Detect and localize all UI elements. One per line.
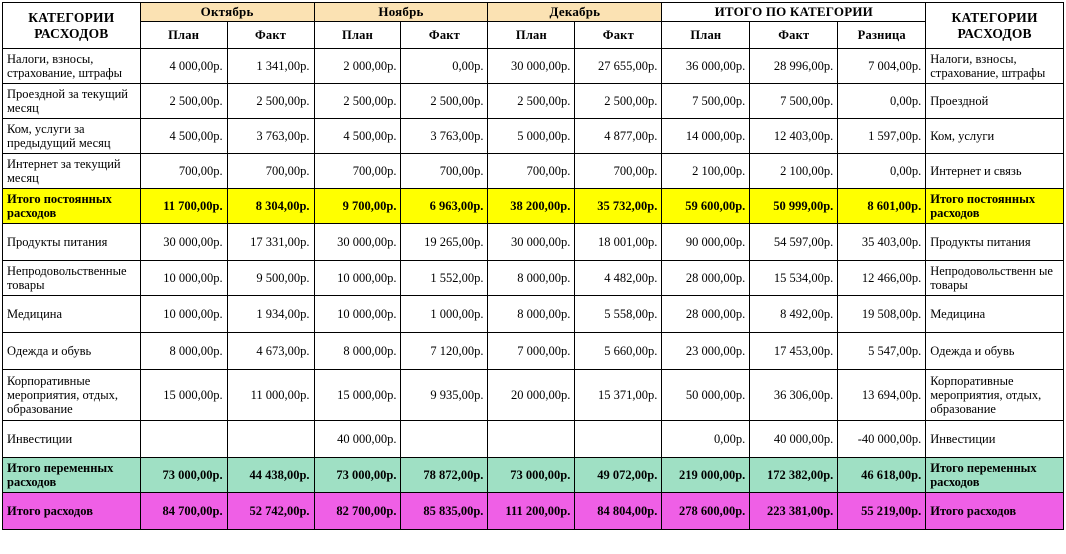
cell-value[interactable]: 5 660,00р. (575, 333, 662, 370)
cell-value[interactable]: 10 000,00р. (140, 261, 227, 296)
cell-value[interactable]: 38 200,00р. (488, 189, 575, 224)
cell-value[interactable]: 12 466,00р. (838, 261, 926, 296)
header-row-subcolumns (3, 22, 1064, 49)
cell-value[interactable]: 10 000,00р. (314, 296, 401, 333)
cell-value[interactable]: 90 000,00р. (662, 224, 750, 261)
table-row (3, 333, 1064, 370)
cell-value[interactable]: 73 000,00р. (140, 458, 227, 493)
header-oct-plan: План (140, 22, 227, 49)
cell-value[interactable]: 9 700,00р. (314, 189, 401, 224)
cell-value[interactable]: 20 000,00р. (488, 370, 575, 421)
cell-value[interactable]: 82 700,00р. (314, 493, 401, 530)
cell-value[interactable]: 8 601,00р. (838, 189, 926, 224)
table-row (3, 224, 1064, 261)
cell-value[interactable]: 0,00р. (838, 154, 926, 189)
table-header (3, 3, 1064, 49)
cell-value[interactable]: 2 500,00р. (227, 84, 314, 119)
cell-value[interactable]: 219 000,00р. (662, 458, 750, 493)
cell-value[interactable]: 2 500,00р. (575, 84, 662, 119)
table-row (3, 189, 1064, 224)
table-row (3, 154, 1064, 189)
cell-value[interactable]: 40 000,00р. (750, 421, 838, 458)
cell-value[interactable]: 1 341,00р. (227, 49, 314, 84)
cell-category-right[interactable]: Непродовольственн ые товары (926, 261, 1064, 296)
header-total-plan: План (662, 22, 750, 49)
cell-category-left[interactable]: Продукты питания (3, 224, 141, 261)
cell-value[interactable]: 3 763,00р. (227, 119, 314, 154)
cell-value[interactable]: 13 694,00р. (838, 370, 926, 421)
cell-value[interactable]: 78 872,00р. (401, 458, 488, 493)
cell-category-left[interactable]: Итого переменных расходов (3, 458, 141, 493)
cell-value[interactable]: 36 306,00р. (750, 370, 838, 421)
cell-value[interactable]: 700,00р. (140, 154, 227, 189)
header-total-diff: Разница (838, 22, 926, 49)
table-row (3, 493, 1064, 530)
cell-category-left[interactable]: Одежда и обувь (3, 333, 141, 370)
cell-value[interactable]: 28 000,00р. (662, 261, 750, 296)
cell-category-right[interactable]: Итого расходов (926, 493, 1064, 530)
cell-category-right[interactable]: Ком, услуги (926, 119, 1064, 154)
cell-value[interactable]: 11 000,00р. (227, 370, 314, 421)
cell-value[interactable]: 6 963,00р. (401, 189, 488, 224)
cell-value[interactable]: 85 835,00р. (401, 493, 488, 530)
cell-value[interactable]: 700,00р. (314, 154, 401, 189)
cell-value[interactable]: 10 000,00р. (140, 296, 227, 333)
header-nov-plan: План (314, 22, 401, 49)
header-total-fact: Факт (750, 22, 838, 49)
cell-value[interactable]: 84 700,00р. (140, 493, 227, 530)
header-total-group: ИТОГО ПО КАТЕГОРИИ (662, 3, 926, 22)
cell-value[interactable]: 4 000,00р. (140, 49, 227, 84)
header-nov-fact: Факт (401, 22, 488, 49)
cell-value[interactable]: 2 500,00р. (314, 84, 401, 119)
cell-category-right[interactable]: Налоги, взносы, страхование, штрафы (926, 49, 1064, 84)
cell-value[interactable]: 27 655,00р. (575, 49, 662, 84)
table-body (3, 49, 1064, 530)
cell-value[interactable]: 17 453,00р. (750, 333, 838, 370)
cell-value[interactable]: 28 996,00р. (750, 49, 838, 84)
cell-value[interactable]: 14 000,00р. (662, 119, 750, 154)
table-row (3, 296, 1064, 333)
cell-value[interactable]: 8 000,00р. (314, 333, 401, 370)
cell-value[interactable]: 8 492,00р. (750, 296, 838, 333)
cell-value[interactable] (575, 421, 662, 458)
cell-value[interactable]: 17 331,00р. (227, 224, 314, 261)
cell-value[interactable]: 700,00р. (488, 154, 575, 189)
cell-category-left[interactable]: Ком, услуги за предыдущий месяц (3, 119, 141, 154)
table-row (3, 119, 1064, 154)
table-row (3, 261, 1064, 296)
cell-value[interactable]: -40 000,00р. (838, 421, 926, 458)
cell-value[interactable] (488, 421, 575, 458)
cell-value[interactable]: 35 732,00р. (575, 189, 662, 224)
table-row (3, 84, 1064, 119)
cell-category-left[interactable]: Инвестиции (3, 421, 141, 458)
cell-value[interactable]: 30 000,00р. (488, 224, 575, 261)
cell-category-left[interactable]: Медицина (3, 296, 141, 333)
cell-category-right[interactable]: Интернет и связь (926, 154, 1064, 189)
header-month-december: Декабрь (488, 3, 662, 22)
cell-value[interactable]: 52 742,00р. (227, 493, 314, 530)
cell-value[interactable]: 1 552,00р. (401, 261, 488, 296)
cell-category-left[interactable]: Итого постоянных расходов (3, 189, 141, 224)
cell-value[interactable]: 19 508,00р. (838, 296, 926, 333)
cell-value[interactable]: 35 403,00р. (838, 224, 926, 261)
cell-category-left[interactable]: Налоги, взносы, страхование, штрафы (3, 49, 141, 84)
cell-category-left[interactable]: Корпоративные мероприятия, отдых, образование (3, 370, 141, 421)
cell-value[interactable]: 7 004,00р. (838, 49, 926, 84)
cell-value[interactable]: 18 001,00р. (575, 224, 662, 261)
cell-value[interactable]: 2 500,00р. (140, 84, 227, 119)
cell-value[interactable]: 73 000,00р. (488, 458, 575, 493)
cell-value[interactable]: 0,00р. (401, 49, 488, 84)
header-row-groups (3, 3, 1064, 22)
cell-value[interactable]: 40 000,00р. (314, 421, 401, 458)
cell-value[interactable]: 1 597,00р. (838, 119, 926, 154)
cell-value[interactable]: 8 000,00р. (140, 333, 227, 370)
cell-category-right[interactable]: Итого постоянных расходов (926, 189, 1064, 224)
cell-value[interactable]: 59 600,00р. (662, 189, 750, 224)
spreadsheet-sheet (0, 2, 1066, 554)
header-dec-fact: Факт (575, 22, 662, 49)
cell-value[interactable]: 73 000,00р. (314, 458, 401, 493)
cell-value[interactable]: 7 120,00р. (401, 333, 488, 370)
cell-value[interactable]: 30 000,00р. (314, 224, 401, 261)
cell-value[interactable]: 28 000,00р. (662, 296, 750, 333)
cell-value[interactable]: 55 219,00р. (838, 493, 926, 530)
cell-value[interactable]: 700,00р. (575, 154, 662, 189)
budget-table (2, 2, 1064, 530)
cell-value[interactable]: 172 382,00р. (750, 458, 838, 493)
cell-value[interactable]: 5 547,00р. (838, 333, 926, 370)
cell-value[interactable]: 0,00р. (838, 84, 926, 119)
table-row (3, 458, 1064, 493)
cell-value[interactable]: 8 304,00р. (227, 189, 314, 224)
cell-value[interactable]: 9 935,00р. (401, 370, 488, 421)
cell-category-left[interactable]: Итого расходов (3, 493, 141, 530)
cell-category-left[interactable]: Непродовольственные товары (3, 261, 141, 296)
cell-value[interactable]: 12 403,00р. (750, 119, 838, 154)
cell-value[interactable] (401, 421, 488, 458)
cell-value[interactable]: 4 673,00р. (227, 333, 314, 370)
cell-value[interactable]: 2 100,00р. (662, 154, 750, 189)
cell-value[interactable]: 30 000,00р. (488, 49, 575, 84)
cell-value[interactable]: 50 000,00р. (662, 370, 750, 421)
cell-value[interactable]: 15 000,00р. (314, 370, 401, 421)
cell-value[interactable]: 8 000,00р. (488, 296, 575, 333)
header-oct-fact: Факт (227, 22, 314, 49)
cell-value[interactable]: 5 558,00р. (575, 296, 662, 333)
cell-value[interactable]: 49 072,00р. (575, 458, 662, 493)
cell-value[interactable]: 84 804,00р. (575, 493, 662, 530)
cell-category-right[interactable]: Продукты питания (926, 224, 1064, 261)
cell-category-right[interactable]: Проездной (926, 84, 1064, 119)
header-dec-plan: План (488, 22, 575, 49)
cell-category-left[interactable]: Интернет за текущий месяц (3, 154, 141, 189)
cell-value[interactable]: 7 500,00р. (750, 84, 838, 119)
cell-category-right[interactable]: Корпоративные мероприятия, отдых, образование (926, 370, 1064, 421)
cell-value[interactable]: 1 934,00р. (227, 296, 314, 333)
cell-category-right[interactable]: Инвестиции (926, 421, 1064, 458)
cell-value[interactable]: 2 100,00р. (750, 154, 838, 189)
cell-value[interactable]: 36 000,00р. (662, 49, 750, 84)
cell-value[interactable]: 19 265,00р. (401, 224, 488, 261)
header-category-left: КАТЕГОРИИ РАСХОДОВ (3, 3, 141, 49)
cell-category-left[interactable]: Проездной за текущий месяц (3, 84, 141, 119)
cell-value[interactable]: 15 000,00р. (140, 370, 227, 421)
cell-value[interactable]: 1 000,00р. (401, 296, 488, 333)
cell-value[interactable]: 44 438,00р. (227, 458, 314, 493)
cell-value[interactable]: 700,00р. (227, 154, 314, 189)
cell-value[interactable]: 30 000,00р. (140, 224, 227, 261)
cell-value[interactable]: 5 000,00р. (488, 119, 575, 154)
cell-category-right[interactable]: Медицина (926, 296, 1064, 333)
cell-value[interactable]: 4 482,00р. (575, 261, 662, 296)
cell-value[interactable] (140, 421, 227, 458)
cell-value[interactable]: 54 597,00р. (750, 224, 838, 261)
cell-value[interactable]: 111 200,00р. (488, 493, 575, 530)
cell-value[interactable]: 10 000,00р. (314, 261, 401, 296)
header-month-november: Ноябрь (314, 3, 488, 22)
cell-value[interactable]: 23 000,00р. (662, 333, 750, 370)
header-category-right: КАТЕГОРИИ РАСХОДОВ (926, 3, 1064, 49)
cell-value[interactable]: 9 500,00р. (227, 261, 314, 296)
cell-value[interactable]: 4 500,00р. (140, 119, 227, 154)
table-row (3, 421, 1064, 458)
cell-value[interactable]: 2 500,00р. (401, 84, 488, 119)
cell-value[interactable]: 11 700,00р. (140, 189, 227, 224)
table-row (3, 49, 1064, 84)
cell-value[interactable] (227, 421, 314, 458)
cell-value[interactable]: 50 999,00р. (750, 189, 838, 224)
cell-value[interactable]: 4 877,00р. (575, 119, 662, 154)
cell-value[interactable]: 278 600,00р. (662, 493, 750, 530)
cell-value[interactable]: 0,00р. (662, 421, 750, 458)
table-row (3, 370, 1064, 421)
cell-value[interactable]: 2 500,00р. (488, 84, 575, 119)
cell-value[interactable]: 8 000,00р. (488, 261, 575, 296)
cell-value[interactable]: 2 000,00р. (314, 49, 401, 84)
cell-value[interactable]: 700,00р. (401, 154, 488, 189)
cell-value[interactable]: 3 763,00р. (401, 119, 488, 154)
cell-category-right[interactable]: Итого переменных расходов (926, 458, 1064, 493)
cell-value[interactable]: 15 534,00р. (750, 261, 838, 296)
cell-value[interactable]: 7 500,00р. (662, 84, 750, 119)
cell-value[interactable]: 46 618,00р. (838, 458, 926, 493)
cell-value[interactable]: 7 000,00р. (488, 333, 575, 370)
header-month-october: Октябрь (140, 3, 314, 22)
cell-value[interactable]: 4 500,00р. (314, 119, 401, 154)
cell-value[interactable]: 223 381,00р. (750, 493, 838, 530)
cell-category-right[interactable]: Одежда и обувь (926, 333, 1064, 370)
cell-value[interactable]: 15 371,00р. (575, 370, 662, 421)
